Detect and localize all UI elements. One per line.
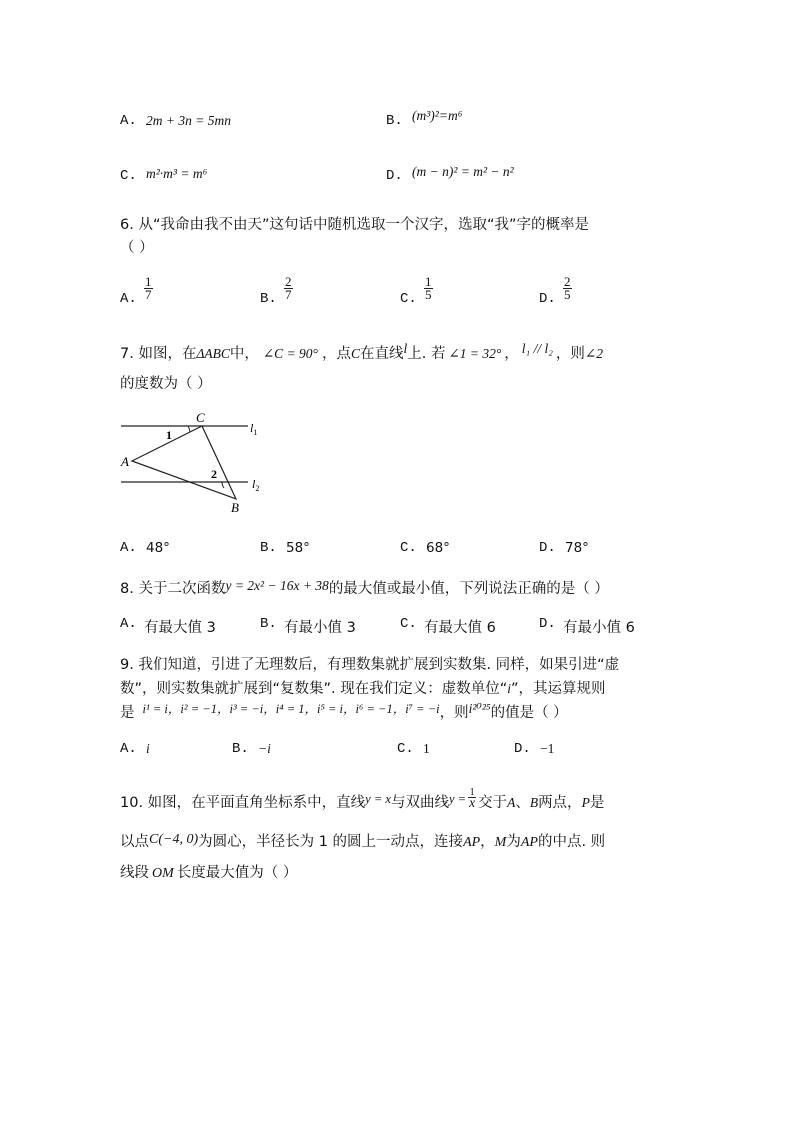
q9-optC-label: C. <box>397 741 414 757</box>
q6-optD-label: D. <box>539 291 556 307</box>
q10-point-c: C(−4, 0) <box>149 832 199 847</box>
q8-optA-label: A. <box>120 616 137 632</box>
q10-segment-ap: AP <box>520 835 538 850</box>
q6-optA-fraction: $\frac{1}{7}$ <box>145 274 152 302</box>
q10-point-a: A <box>507 795 516 810</box>
q5-optA-label: A. <box>120 113 137 129</box>
q10-text: ， <box>480 834 495 850</box>
q9-rules: i¹ = i，i² = −1，i³ = −i，i⁴ = 1，i⁵ = i，i⁶ = −1，i⁷ = −i <box>142 702 440 716</box>
q7-stem-text: 7. 如图，在 <box>120 346 197 362</box>
q9-optB-text: −i <box>258 741 271 756</box>
q6-stem-line1: 6. 从“我命由我不由天”这句话中随机选取一个汉字，选取“我”字的概率是 <box>120 217 589 233</box>
q10-text: 与双曲线 <box>390 795 449 811</box>
q10-text: 、 <box>515 795 530 811</box>
q9-optA-label: A. <box>120 741 137 757</box>
q6-optC-fraction: $\frac{1}{5}$ <box>425 274 432 302</box>
q8-optC-text: 有最大值 6 <box>424 620 496 636</box>
q10-text: 线段 <box>120 865 149 881</box>
q7-stem-text: ，点 <box>321 346 351 362</box>
q7-stem-text: 在直线 <box>359 346 404 362</box>
triangle-abc <box>132 426 236 499</box>
q7-optD-text: 78° <box>565 540 589 556</box>
q8-function: y = 2x² − 16x + 38 <box>225 578 329 593</box>
angle-1-arc <box>188 426 190 432</box>
q10-text: 交于 <box>478 795 508 811</box>
label-a: A <box>121 454 129 469</box>
q7-triangle: ΔABC <box>196 346 230 361</box>
q5-optC-math: m²·m³ = m⁶ <box>146 166 208 181</box>
q5-optB-label: B. <box>386 113 403 129</box>
q9-power: i²⁰²⁵ <box>468 701 491 716</box>
q10-hyperbola-fraction: $\frac{1}{x}$ <box>469 786 476 810</box>
label-b: B <box>231 500 239 515</box>
q10-text: 是 <box>589 795 605 811</box>
q7-stem-text: 中， <box>229 346 259 362</box>
q10-point-p: P <box>581 795 590 810</box>
q10-point-b: B <box>529 795 539 810</box>
q9-optB-label: B. <box>232 741 249 757</box>
q10-text: 10. 如图，在平面直角坐标系中，直线 <box>120 795 366 811</box>
q8-stem-text: 8. 关于二次函数 <box>120 581 226 597</box>
q5-optD-label: D. <box>386 168 403 184</box>
q7-optB-text: 58° <box>286 540 310 556</box>
q9-optC-text: 1 <box>423 741 430 756</box>
q5-optA-math: 2m + 3n = 5mn <box>146 113 231 128</box>
label-angle-1: 1 <box>166 428 172 442</box>
q10-text: 的中点. 则 <box>537 834 606 850</box>
q9-line3 <box>120 701 568 722</box>
q9-text: 是 <box>120 705 135 721</box>
q10-segment-ap: AP <box>463 835 481 850</box>
q8-stem-text: 的最大值或最小值，下列说法正确的是（ ） <box>328 581 609 597</box>
q7-optD-label: D. <box>539 540 556 556</box>
angle-2-arc <box>222 482 224 488</box>
q8-optC-label: C. <box>400 616 417 632</box>
q7-optC-label: C. <box>400 540 417 556</box>
q7-stem-text: ，则 <box>555 346 585 362</box>
q10-text: 长度最大值为（ ） <box>176 865 298 881</box>
q5-optC-label: C. <box>120 168 137 184</box>
q6-optB-fraction: $\frac{2}{7}$ <box>285 274 292 302</box>
q7-stem-line2: 的度数为（ ） <box>120 376 212 392</box>
q9-line1: 9. 我们知道，引进了无理数后，有理数集就扩展到实数集. 同样，如果引进“虚 <box>120 657 620 673</box>
q10-line3 <box>120 861 297 882</box>
label-l2: $l_2$ <box>252 477 260 493</box>
q6-optA-label: A. <box>120 291 137 307</box>
q8-optA-text: 有最大值 3 <box>144 620 216 636</box>
q10-segment-om: OM <box>152 866 174 881</box>
q10-line2 <box>120 830 605 851</box>
q10-text: 为 <box>506 834 521 850</box>
q7-parallel: l₁ // l₂ <box>521 341 553 356</box>
q7-stem-line1 <box>120 342 603 363</box>
q8-stem <box>120 577 609 598</box>
q9-optA-text: i <box>146 741 150 756</box>
q10-text: 两点， <box>538 795 582 811</box>
label-angle-2: 2 <box>211 467 217 481</box>
q10-point-m: M <box>494 835 507 850</box>
q7-optC-text: 68° <box>426 540 450 556</box>
q9-text: ”，其运算规则 <box>511 681 606 697</box>
label-l1: $l_1$ <box>250 421 258 437</box>
q9-i-symbol: i <box>507 681 512 696</box>
q9-optD-text: −1 <box>540 741 555 756</box>
q7-optA-text: 48° <box>146 540 170 556</box>
q9-optD-label: D. <box>514 741 531 757</box>
q9-text: ，则 <box>439 705 469 721</box>
q8-optB-label: B. <box>260 616 277 632</box>
q9-text: 数”，则实数集就扩展到“复数集”. 现在我们定义：虚数单位“ <box>120 681 508 697</box>
q10-text: 以点 <box>120 834 149 850</box>
q6-optB-label: B. <box>260 291 277 307</box>
q10-text: 为圆心，半径长为 1 的圆上一动点，连接 <box>198 834 464 850</box>
q6-optC-label: C. <box>400 291 417 307</box>
q10-hyperbola: y = <box>448 792 467 806</box>
q7-optB-label: B. <box>260 540 277 556</box>
q6-stem-line2: （ ） <box>120 240 154 256</box>
q10-line-eq: y = x <box>365 792 391 806</box>
q8-optD-text: 有最小值 6 <box>563 620 635 636</box>
q8-optB-text: 有最小值 3 <box>284 620 356 636</box>
q7-point-c: C <box>350 346 360 361</box>
q7-angle-2: ∠2 <box>584 346 603 361</box>
q8-optD-label: D. <box>539 616 556 632</box>
q7-stem-text: 上. 若 <box>407 346 446 362</box>
q9-line2 <box>120 677 606 698</box>
label-c: C <box>196 410 205 425</box>
q7-angle-c: ∠C = 90° <box>262 346 318 361</box>
q5-optD-math: (m − n)² = m² − n² <box>412 164 514 179</box>
q7-angle-1: ∠1 = 32° <box>448 346 502 361</box>
q6-optD-fraction: $\frac{2}{5}$ <box>564 274 571 302</box>
q7-stem-text: ， <box>504 346 519 362</box>
q7-line-l1: l <box>403 341 408 356</box>
q9-text: 的值是（ ） <box>490 705 568 721</box>
q7-figure <box>118 408 278 520</box>
q7-optA-label: A. <box>120 540 137 556</box>
q10-line1 <box>120 786 605 813</box>
q5-optB-math: (m³)²=m⁶ <box>412 108 463 123</box>
